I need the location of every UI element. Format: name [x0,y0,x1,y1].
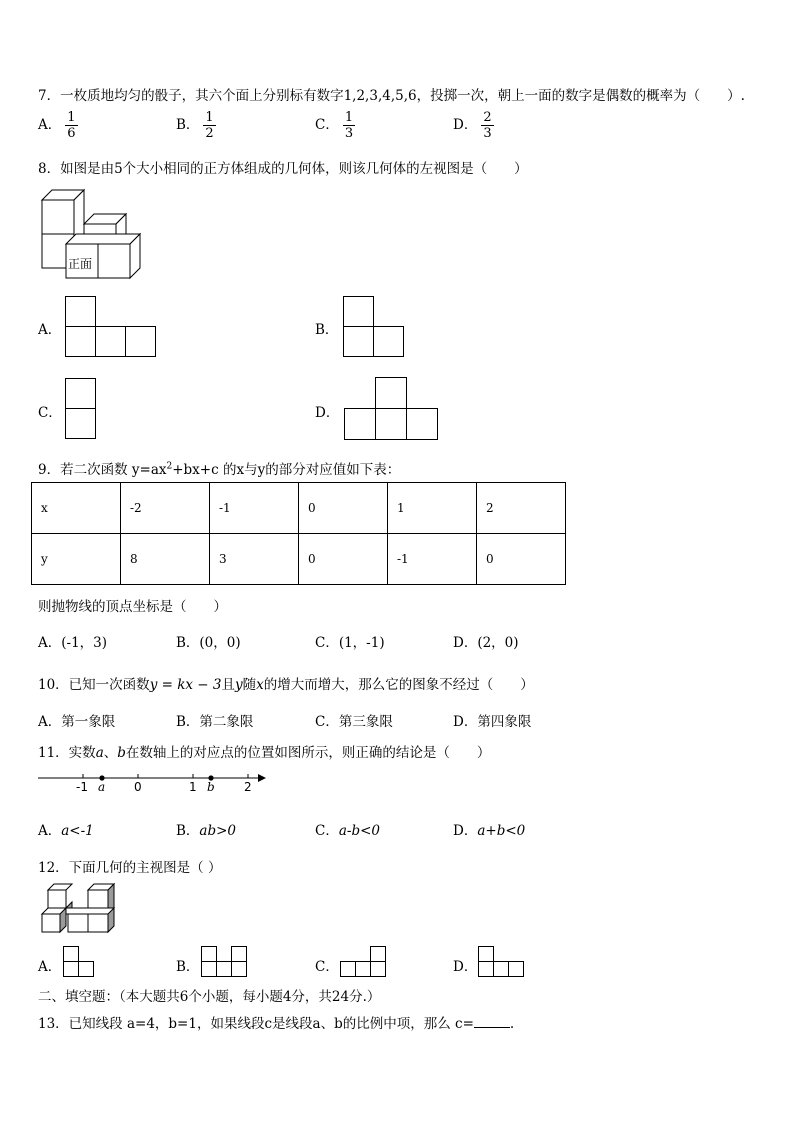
tick-label: 0 [134,780,142,794]
q10-option-b[interactable]: B．第二象限 [176,714,254,730]
q8-option-c-label[interactable]: C． [38,405,62,421]
q8-option-b-label[interactable]: B． [315,322,339,338]
q11-option-a[interactable]: A．a<-1 [38,823,94,839]
tick-label: -1 [76,780,88,794]
fraction: $\frac{1}{2}$ [205,110,214,141]
table-row [32,483,566,534]
table-cell: 0 [299,483,388,534]
q8-stem: 8．如图是由5个大小相同的正方体组成的几何体，则该几何体的左视图是（ ） [38,161,528,177]
q7-option-b[interactable] [176,110,216,141]
q11-stem: 11．实数a、b在数轴上的对应点的位置如图所示，则正确的结论是（ ） [38,745,491,761]
answer-blank[interactable] [474,1015,510,1028]
table-cell: -1 [388,534,477,585]
option-label: A． [38,117,62,133]
tick-label: 1 [189,780,197,794]
point-b-label: b [207,780,215,794]
q11-option-d[interactable]: D．a+b<0 [453,823,526,839]
q8-option-b-figure [343,296,406,357]
q9-question: 则抛物线的顶点坐标是（ ） [38,599,227,615]
point-a-label: a [98,780,106,794]
q9-option-a[interactable]: A．(-1，3) [38,635,108,651]
table-cell: 0 [477,534,566,585]
q10-option-d[interactable]: D．第四象限 [453,714,532,730]
table-cell: x [32,483,121,534]
fraction: $\frac{1}{6}$ [67,110,76,141]
q8-option-a-label[interactable]: A． [38,322,62,338]
q10-option-a[interactable]: A．第一象限 [38,714,116,730]
q9-stem: 9．若二次函数 $y=ax^2+bx+c$ 的x与y的部分对应值如下表： [38,461,401,478]
q12-option-d-figure [478,946,526,978]
q8-option-d-label[interactable]: D． [315,405,340,421]
fraction: $\frac{1}{3}$ [344,110,354,141]
q9-option-c[interactable]: C．(1，-1) [315,635,385,651]
q8-option-d-figure [344,377,440,440]
table-cell: 2 [477,483,566,534]
table-cell: 1 [388,483,477,534]
q12-option-b-label[interactable]: B． [176,959,200,975]
number-line [38,768,270,800]
table-cell: -2 [121,483,210,534]
q10-stem: 10．已知一次函数y = kx − 3且y随x的增大而增大，那么它的图象不经过（ ） [38,677,534,693]
q8-cube-figure [40,188,150,283]
q12-option-c-label[interactable]: C． [315,959,339,975]
q12-option-d-label[interactable]: D． [453,959,478,975]
fraction: $\frac{2}{3}$ [483,110,492,141]
section-title: 二、填空题：（本大题共6个小题，每小题4分，共24分.） [38,989,381,1005]
q8-option-c-figure [65,378,98,439]
front-view-label: 正面 [68,257,93,271]
table-cell: 8 [121,534,210,585]
cube-front-face [98,244,130,278]
q11-option-b[interactable]: B．ab>0 [176,823,237,839]
q7-option-a[interactable] [38,110,78,141]
table-cell: 0 [299,534,388,585]
tick-label: 2 [244,780,252,794]
q7-option-d[interactable] [453,110,494,141]
table-cell: 3 [210,534,299,585]
option-label: C． [315,117,339,133]
option-label: D． [453,117,478,133]
q11-option-c[interactable]: C．a-b<0 [315,823,380,839]
q12-option-a-label[interactable]: A． [38,959,62,975]
q12-stem: 12．下面几何的主视图是（ ） [38,860,222,876]
cube-front-face [42,200,74,234]
value-table [31,482,566,585]
table-row [32,534,566,585]
cube-top-face [66,234,140,244]
q7-stem: 7．一枚质地均匀的骰子，其六个面上分别标有数字1,2,3,4,5,6，投掷一次，朝上一面的数字是偶数的概率为（ ）. [38,88,745,104]
table-cell: -1 [210,483,299,534]
option-label: B． [176,117,200,133]
q9-option-d[interactable]: D．(2，0) [453,635,519,651]
q10-option-c[interactable]: C．第三象限 [315,714,393,730]
q12-solid-figure [40,882,120,940]
q7-option-c[interactable] [315,110,355,141]
q12-option-b-figure [201,946,249,978]
table-cell: y [32,534,121,585]
formula: y = kx − 3 [149,677,222,693]
q13-stem: 13．已知线段 a=4，b=1，如果线段c是线段a、b的比例中项，那么 c= . [38,1016,515,1032]
axis-arrow [258,774,266,782]
q12-option-a-figure [63,946,96,978]
q9-option-b[interactable]: B．(0，0) [176,635,241,651]
q8-option-a-figure [65,296,158,357]
q12-option-c-figure [340,946,388,978]
